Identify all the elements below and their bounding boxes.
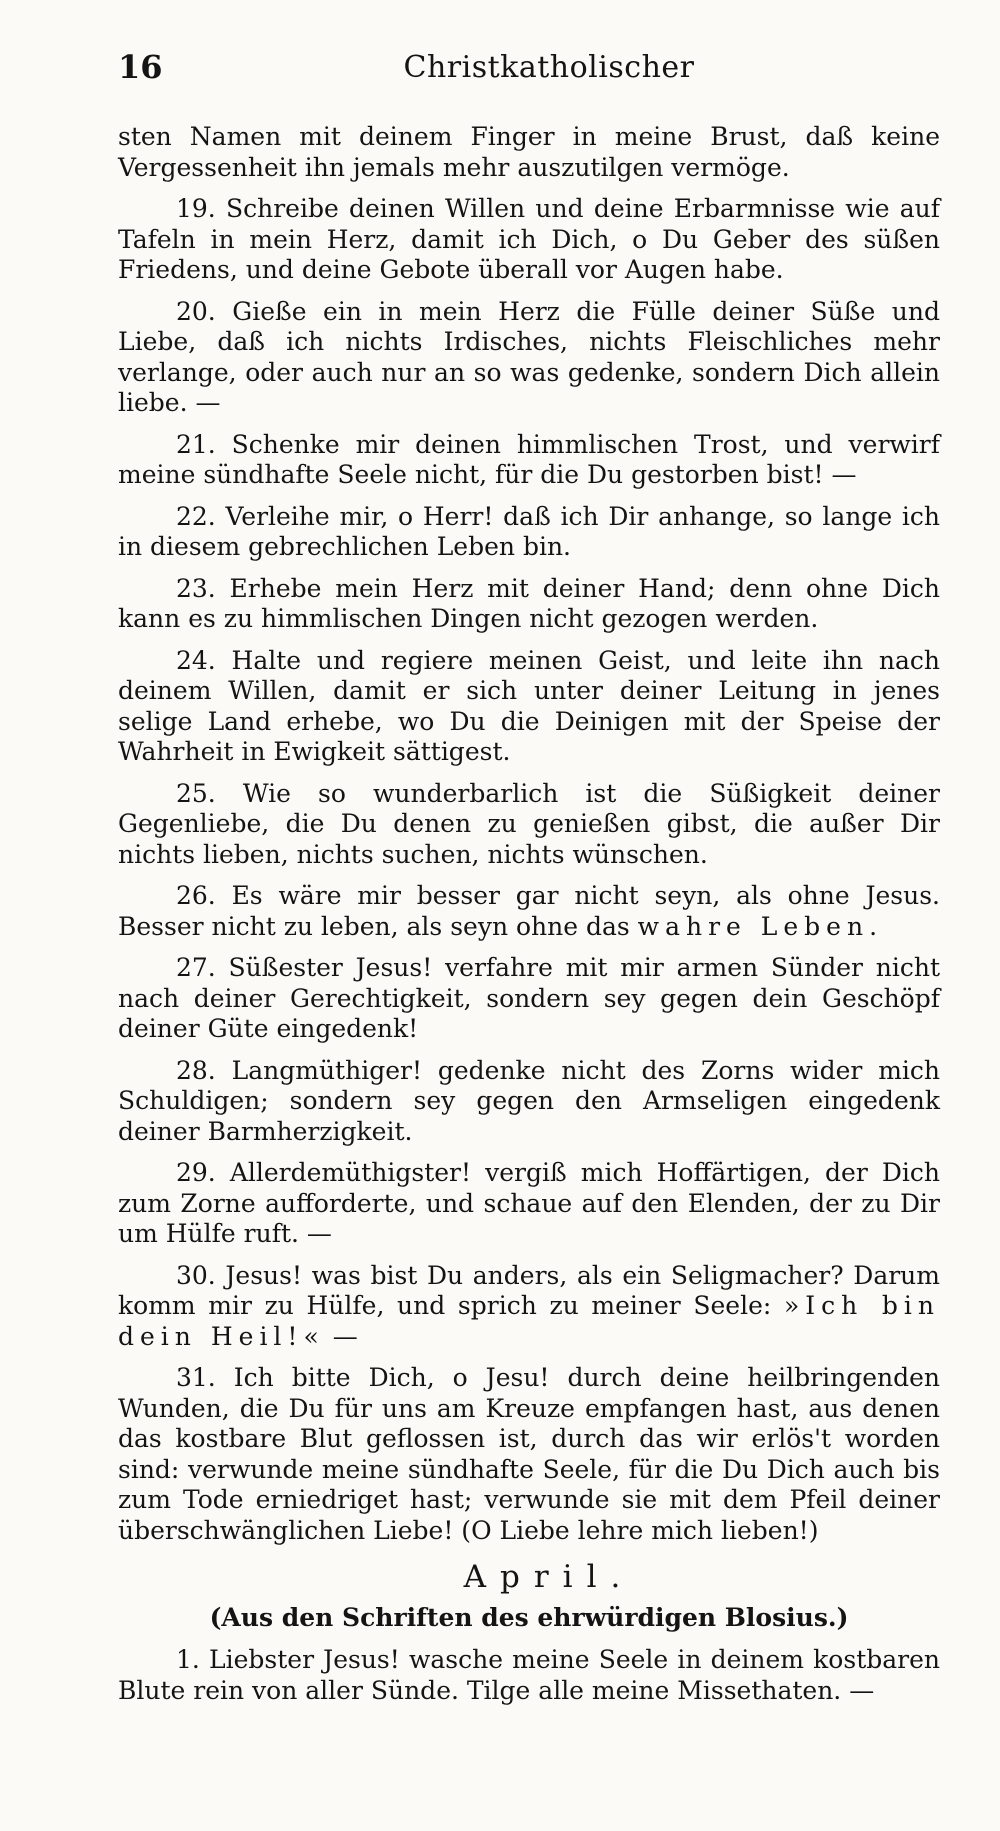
verse-26-spaced: wahre Leben. — [637, 911, 884, 941]
verse-22: 22. Verleihe mir, o Herr! daß ich Dir anhange, so lange ich in diesem gebrechlichen Leben bin. — [118, 501, 940, 561]
verse-26-text: 26. Es wäre mir besser gar nicht seyn, als ohne Jesus. Besser nicht zu leben, als seyn ohne das — [118, 881, 940, 941]
verse-27: 27. Süßester Jesus! verfahre mit mir armen Sünder nicht nach deiner Gerechtigkeit, sondern sey gegen dein Geschöpf deiner Güte eingedenk! — [118, 953, 940, 1043]
verse-29: 29. Allerdemüthigster! vergiß mich Hoffärtigen, der Dich zum Zorne aufforderte, und schaue auf den Elenden, der zu Dir um Hülfe ruft. — — [118, 1158, 940, 1248]
verse-31: 31. Ich bitte Dich, o Jesu! durch deine heilbringenden Wunden, die Du für uns am Kreuze empfangen hast, aus denen das kostbare Blut geflossen ist, durch das wir erlös't worden sind: verwunde meine sündhafte Seele, für die Du Dich auch bis zum Tode erniedriget hast; verwunde sie mit dem Pfeil deiner überschwänglichen Liebe! (O Liebe lehre mich lieben!) — [118, 1363, 940, 1545]
section-source: (Aus den Schriften des ehrwürdigen Blosius.) — [209, 1602, 849, 1632]
verse-23: 23. Erhebe mein Herz mit deiner Hand; denn ohne Dich kann es zu himmlischen Dingen nicht gezogen werden. — [118, 573, 940, 633]
verse-30-text: 30. Jesus! was bist Du anders, als ein Seligmacher? Darum komm mir zu Hülfe, und sprich zu meiner Seele: — [118, 1260, 940, 1320]
section-title: April. — [463, 1559, 635, 1595]
body-text — [118, 122, 940, 1717]
verse-19: 19. Schreibe deinen Willen und deine Erbarmnisse wie auf Tafeln in mein Herz, damit ich Dich, o Du Geber des süßen Friedens, und deine Gebote überall vor Augen habe. — [118, 194, 940, 284]
verse-28: 28. Langmüthiger! gedenke nicht des Zorns wider mich Schuldigen; sondern sey gegen den Armseligen eingedenk deiner Barmherzigkeit. — [118, 1055, 940, 1146]
continuation-paragraph: sten Namen mit deinem Finger in meine Brust, daß keine Vergessenheit ihn jemals mehr auszutilgen vermöge. — [118, 122, 940, 182]
page-header — [118, 48, 940, 98]
verse-25: 25. Wie so wunderbarlich ist die Süßigkeit deiner Gegenliebe, die Du denen zu genießen gibst, die außer Dir nichts lieben, nichts suchen, nichts wünschen. — [118, 778, 940, 869]
page-number: 16 — [118, 48, 163, 86]
verse-24: 24. Halte und regiere meinen Geist, und leite ihn nach deinem Willen, damit er sich unter deiner Leitung in jenes selige Land erhebe, wo Du die Deinigen mit der Speise der Wahrheit in Ewigkeit sättigest. — [118, 645, 940, 766]
verse-30-spaced: »Ich bin dein Heil!« — [118, 1291, 940, 1351]
verse-21: 21. Schenke mir deinen himmlischen Trost, und verwirf meine sündhafte Seele nicht, für die Du gestorben bist! — — [118, 429, 940, 489]
verse-30 — [118, 1261, 940, 1353]
verse-30-tail: — — [324, 1321, 358, 1351]
verse-26 — [118, 881, 940, 942]
verse-20: 20. Gieße ein in mein Herz die Fülle deiner Süße und Liebe, daß ich nichts Irdisches, nichts Fleischliches mehr verlange, oder auch nur an so was gedenke, sondern Dich allein liebe. — — [118, 296, 940, 417]
running-head: Christkatholischer — [403, 50, 695, 85]
april-verse-1: 1. Liebster Jesus! wasche meine Seele in deinem kostbaren Blute rein von aller Sünde. Tilge alle meine Missethaten. — — [118, 1645, 940, 1705]
